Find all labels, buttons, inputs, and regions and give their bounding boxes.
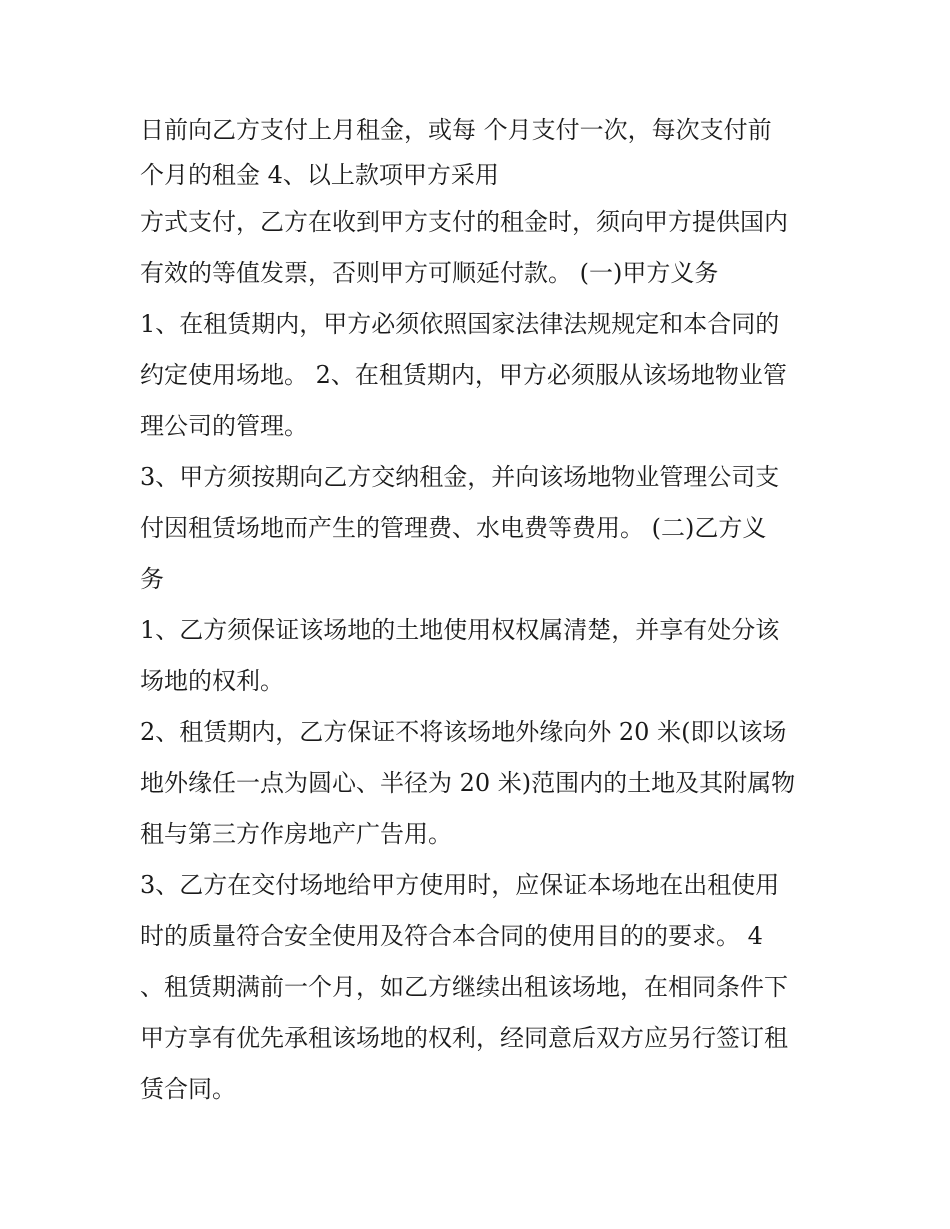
text-line: 1、在租赁期内，甲方必须依照国家法律法规规定和本合同的	[140, 310, 780, 338]
text-line: 务	[140, 565, 164, 593]
document-body	[140, 108, 840, 1115]
text-line: 付因租赁场地而产生的管理费、水电费等费用。 (二)乙方义	[140, 514, 767, 542]
text-line: 场地的权利。	[140, 667, 284, 695]
text-line: 日前向乙方支付上月租金，或每 个月支付一次，每次支付前	[140, 116, 772, 144]
text-line: 3、乙方在交付场地给甲方使用时，应保证本场地在出租使用	[140, 871, 780, 899]
text-line: 1、乙方须保证该场地的土地使用权权属清楚，并享有处分该	[140, 616, 780, 644]
text-line: 3、甲方须按期向乙方交纳租金，并向该场地物业管理公司支	[140, 463, 780, 491]
text-line: 赁合同。	[140, 1075, 236, 1103]
text-line: 有效的等值发票，否则甲方可顺延付款。 (一)甲方义务	[140, 259, 719, 287]
text-line: 个月的租金 4、以上款项甲方采用	[140, 161, 499, 189]
text-line: 时的质量符合安全使用及符合本合同的使用目的的要求。 4	[140, 922, 763, 950]
text-line: 方式支付，乙方在收到甲方支付的租金时，须向甲方提供国内	[140, 208, 788, 236]
text-line: 、租赁期满前一个月，如乙方继续出租该场地，在相同条件下	[140, 973, 788, 1001]
text-line: 地外缘任一点为圆心、半径为 20 米)范围内的土地及其附属物	[140, 769, 796, 797]
text-line: 2、租赁期内，乙方保证不将该场地外缘向外 20 米(即以该场	[140, 718, 787, 746]
text-line: 约定使用场地。 2、在租赁期内，甲方必须服从该场地物业管	[140, 361, 787, 389]
text-line: 理公司的管理。	[140, 412, 308, 440]
text-line: 租与第三方作房地产广告用。	[140, 820, 452, 848]
text-line: 甲方享有优先承租该场地的权利，经同意后双方应另行签订租	[140, 1024, 788, 1052]
